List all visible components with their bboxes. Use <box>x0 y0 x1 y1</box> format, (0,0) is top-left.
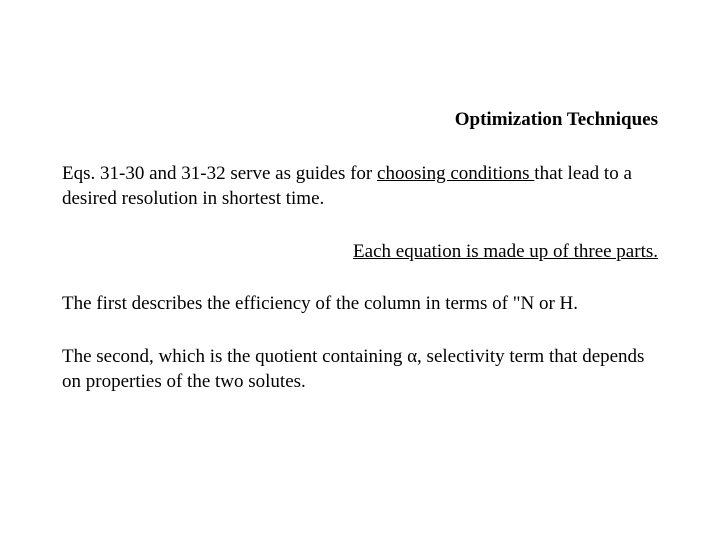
paragraph-equations-guide <box>62 161 662 211</box>
p1-text-after: that lead to a desired resolution in shortest time. <box>62 163 632 209</box>
p1-underlined-phrase: choosing conditions <box>377 163 535 184</box>
slide-title: Optimization Techniques <box>454 109 658 130</box>
p1-text-before: Eqs. 31-30 and 31-32 serve as guides for <box>62 163 378 184</box>
paragraph-second-part: The second, which is the quotient containing α, selectivity term that depends on properties of the two solutes. <box>62 346 645 392</box>
paragraph-three-parts: Each equation is made up of three parts. <box>353 241 658 262</box>
paragraph-first-part: The first describes the efficiency of the column in terms of "N or H. <box>62 293 579 314</box>
